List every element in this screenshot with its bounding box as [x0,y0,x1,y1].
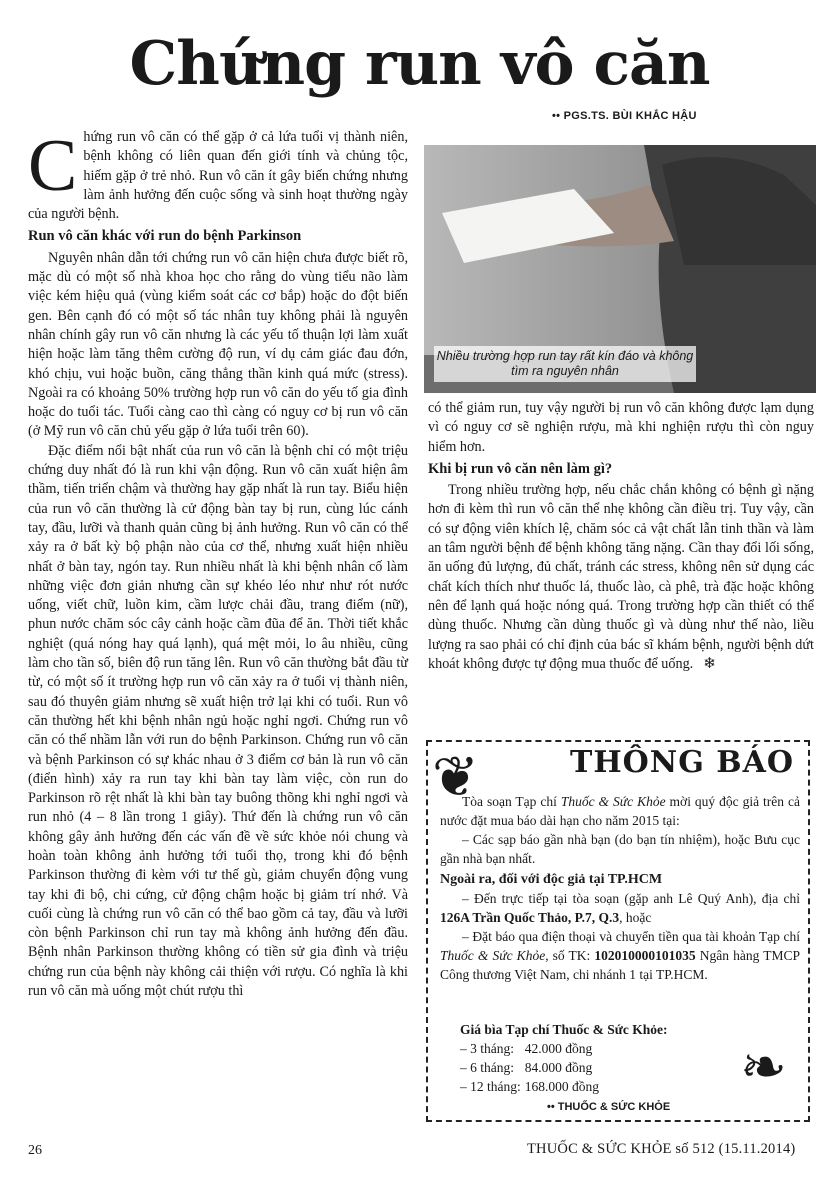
article-column-left [28,125,408,1001]
price-row [460,1077,635,1096]
account-number: 102010000101035 [594,948,696,963]
notice-item-bank [440,927,800,984]
section-heading-what-to-do: Khi bị run vô căn nên làm gì? [428,460,613,477]
notice-item-newsstand: – Các sạp báo gần nhà bạn (do bạn tín nhiệm), hoặc Bưu cục gần nhà bạn nhất. [440,832,800,866]
page-footer: THUỐC & SỨC KHỎE số 512 (15.11.2014) [527,1141,796,1157]
notice-signoff: •• THUỐC & SỨC KHỎE [547,1101,671,1113]
price-value: 42.000 đồng [524,1041,593,1056]
price-term: – 6 tháng: [460,1060,514,1075]
author-byline: •• PGS.TS. BÙI KHẮC HẬU [552,110,697,122]
paragraph-symptoms: Đặc điểm nổi bật nhất của run vô căn là bệnh chỉ có một triệu chứng duy nhất đó là run khi vận động. Run vô căn xuất hiện âm thầm, tiến triển chậm và thường hay gặp nhất là run tay. Biểu hiện của run vô căn thường là cử động bàn tay bị run, cùng lúc cánh tay, đầu, lưỡi và thanh quản cũng bị ảnh hưởng. Run vô căn có thể xảy ra ở bất kỳ bộ phận nào của cơ thể, nhưng xuất hiện nhiều nhất ở bàn tay, ngón tay. Run nhiều nhất là khi bệnh nhân cố làm những việc đơn giản nhưng cần sự khéo léo như như rót nước uống, viết chữ, luồn kim, cầm lược chải đầu, trang điểm (nữ), phun nước chăm sóc cây cảnh hoặc cầm đũa để ăn. Thời tiết khắc nghiệt (quá nóng hay quá lạnh), quá mệt mỏi, lo âu nhiều, cũng làm cho tần số, biên độ run tăng lên. Run vô căn thường bắt đầu từ từ, có một số ít trường hợp run vô căn xảy ra ở tuổi vị thành niên, sau đó thuyên giảm nhưng sẽ xuất hiện trở lại khi có tuổi. Run vô căn thường hết khi bệnh nhân ngủ hoặc nghỉ ngơi. Chứng run vô căn có thể nhầm lẫn với run do bệnh Parkinson. Chứng run vô căn và bệnh Parkinson có sự khác nhau ở 3 điểm cơ bản là run vô căn (điển hình) xảy ra run tay khi bàn tay làm việc, còn run do Parkinson rõ rệt nhất là khi bàn tay buông thõng khi nghỉ ngơi và run nhỏ (4 – 8 lần trong 1 giây). Thứ đến là chứng run vô căn không gây ảnh hưởng đến các vấn đề về sức khỏe nói chung và hoàn toàn không ảnh hưởng tới tuổi thọ, trong khi đó bệnh Parkinson thường đi kèm với tư thế gù, giảm chuyển động vung tay khi đi bộ, chi cứng, cử động chậm hoặc bị giảm trí nhớ. Và cuối cùng là chứng run vô căn có thể bao gồm cả tay, đầu và lưỡi còn bệnh Parkinson chỉ run tay mà không ảnh hưởng đến đầu. Bệnh nhân Parkinson thường không có tiền sử gia đình và triệu chứng run của bệnh này không cải thiện với rượu. Có nghĩa là khi run vô căn mà uống một chút rượu thì [28,442,408,1000]
price-row [460,1039,635,1058]
office-address: 126A Trần Quốc Thảo, P.7, Q.3 [440,910,620,925]
price-term: – 12 tháng: [460,1079,521,1094]
section-heading-parkinson: Run vô căn khác với run do bệnh Parkinson [28,228,302,245]
notice-body [440,792,800,984]
article-column-right [428,399,814,674]
notice-hcm-heading: Ngoài ra, đối với độc giả tại TP.HCM [440,872,663,887]
notice-item-text: , hoặc [619,910,652,925]
advice-text: Trong nhiều trường hợp, nếu chắc chắn không có bệnh gì nặng hơn đi kèm thì run vô căn thể nhẹ không cần điều trị. Tuy vậy, cần có sự động viên khích lệ, chăm sóc cả vật chất lẫn tinh thần và làm an tâm người bệnh để bệnh không tăng nặng. Cần thay đổi lối sống, ăn uống đủ lượng, đủ chất, tránh các stress, không nên sử dụng các chất kích thích như thuốc lá, thuốc lào, cà phê, trà đặc hoặc không nên để lạnh quá hoặc nóng quá. Trong trường hợp cần thiết có thể dùng thuốc. Nhưng cần dùng thuốc gì và dùng như thế nào, liều lượng ra sao phải có chỉ định của bác sĩ khám bệnh, người bệnh dứt khoát không được tự động mua thuốc để uống. [428,482,814,672]
floral-ornament-icon: ❦ [432,747,479,809]
price-value: 168.000 đồng [524,1079,599,1094]
magazine-name: Thuốc & Sức Khỏe [440,948,546,963]
page-number: 26 [28,1143,42,1158]
floral-ornament-icon: ❧ [740,1037,787,1099]
notice-item-office [440,889,800,927]
notice-intro-text: mời quý độc giả trên cả nước đặt mua báo dài hạn cho năm 2015 tại: [440,794,800,828]
paragraph-causes: Nguyên nhân dẫn tới chứng run vô căn hiện chưa được biết rõ, mặc dù có một số nhà khoa học cho rằng do vùng tiểu não làm việc kém hiệu quả (vùng kiểm soát các cơ bắp) hoặc do đột biến gen. Bên cạnh đó có một số tác nhân tuy không phải là nguyên nhân chính gây run vô căn nhưng là các yếu tố thuận lợi làm xuất hiện hoặc làm tăng thêm cường độ run, ví dụ cảm giác đau đớn, khó chịu, vui hoặc buồn, căng thẳng thần kinh quá mức (stress). Ngoài ra có khoảng 50% trường hợp run vô căn do yếu tố gia đình hoặc do tuổi tác. Tuổi càng cao thì càng có nguy cơ bị run vô căn (ở Mỹ run vô căn chủ yếu gặp ở lứa tuổi trên 60). [28,249,408,440]
article-title: Chứng run vô căn [129,29,710,99]
price-value: 84.000 đồng [524,1060,593,1075]
price-term: – 3 tháng: [460,1041,514,1056]
price-heading: Giá bìa Tạp chí Thuốc & Sức Khỏe: [460,1022,668,1037]
drop-cap: C [28,125,78,207]
price-table [460,1039,635,1096]
notice-intro-text: Tòa soạn Tạp chí [462,794,561,809]
notice-item-text: Ngân hàng TMCP Công thương Việt Nam, chi nhánh 1 tại TP.HCM. [440,948,800,982]
photo-caption: Nhiều trường hợp run tay rất kín đáo và không tìm ra nguyên nhân [434,346,696,382]
paragraph-alcohol: có thể giảm run, tuy vậy người bị run vô căn không được lạm dụng vì có nguy cơ sẽ nghiện rượu, mà khi nghiện rượu thì còn nguy hiểm hơn. [428,400,814,455]
end-mark-icon: ❄ [703,655,716,672]
intro-paragraph [28,125,408,224]
notice-intro [440,792,800,830]
notice-item-text: – Đến trực tiếp tại tòa soạn (gặp anh Lê Quý Anh), địa chỉ [462,891,800,906]
magazine-name: Thuốc & Sức Khỏe [560,794,666,809]
paragraph-advice [428,481,814,674]
notice-item-text: – Đặt báo qua điện thoại và chuyển tiền qua tài khoản Tạp chí [462,929,800,944]
notice-item-text: , số TK: [545,948,595,963]
price-row [460,1058,635,1077]
intro-text: hứng run vô căn có thể gặp ở cả lứa tuổi vị thành niên, bệnh không có liên quan đến giới tính và chủng tộc, hiếm gặp ở trẻ nhỏ. Run vô căn ít gây biến chứng nhưng làm ảnh hưởng đến cuộc sống và sinh hoạt thường ngày của người bệnh. [28,129,408,223]
notice-title: THÔNG BÁO [570,745,795,780]
price-list [460,1020,668,1096]
